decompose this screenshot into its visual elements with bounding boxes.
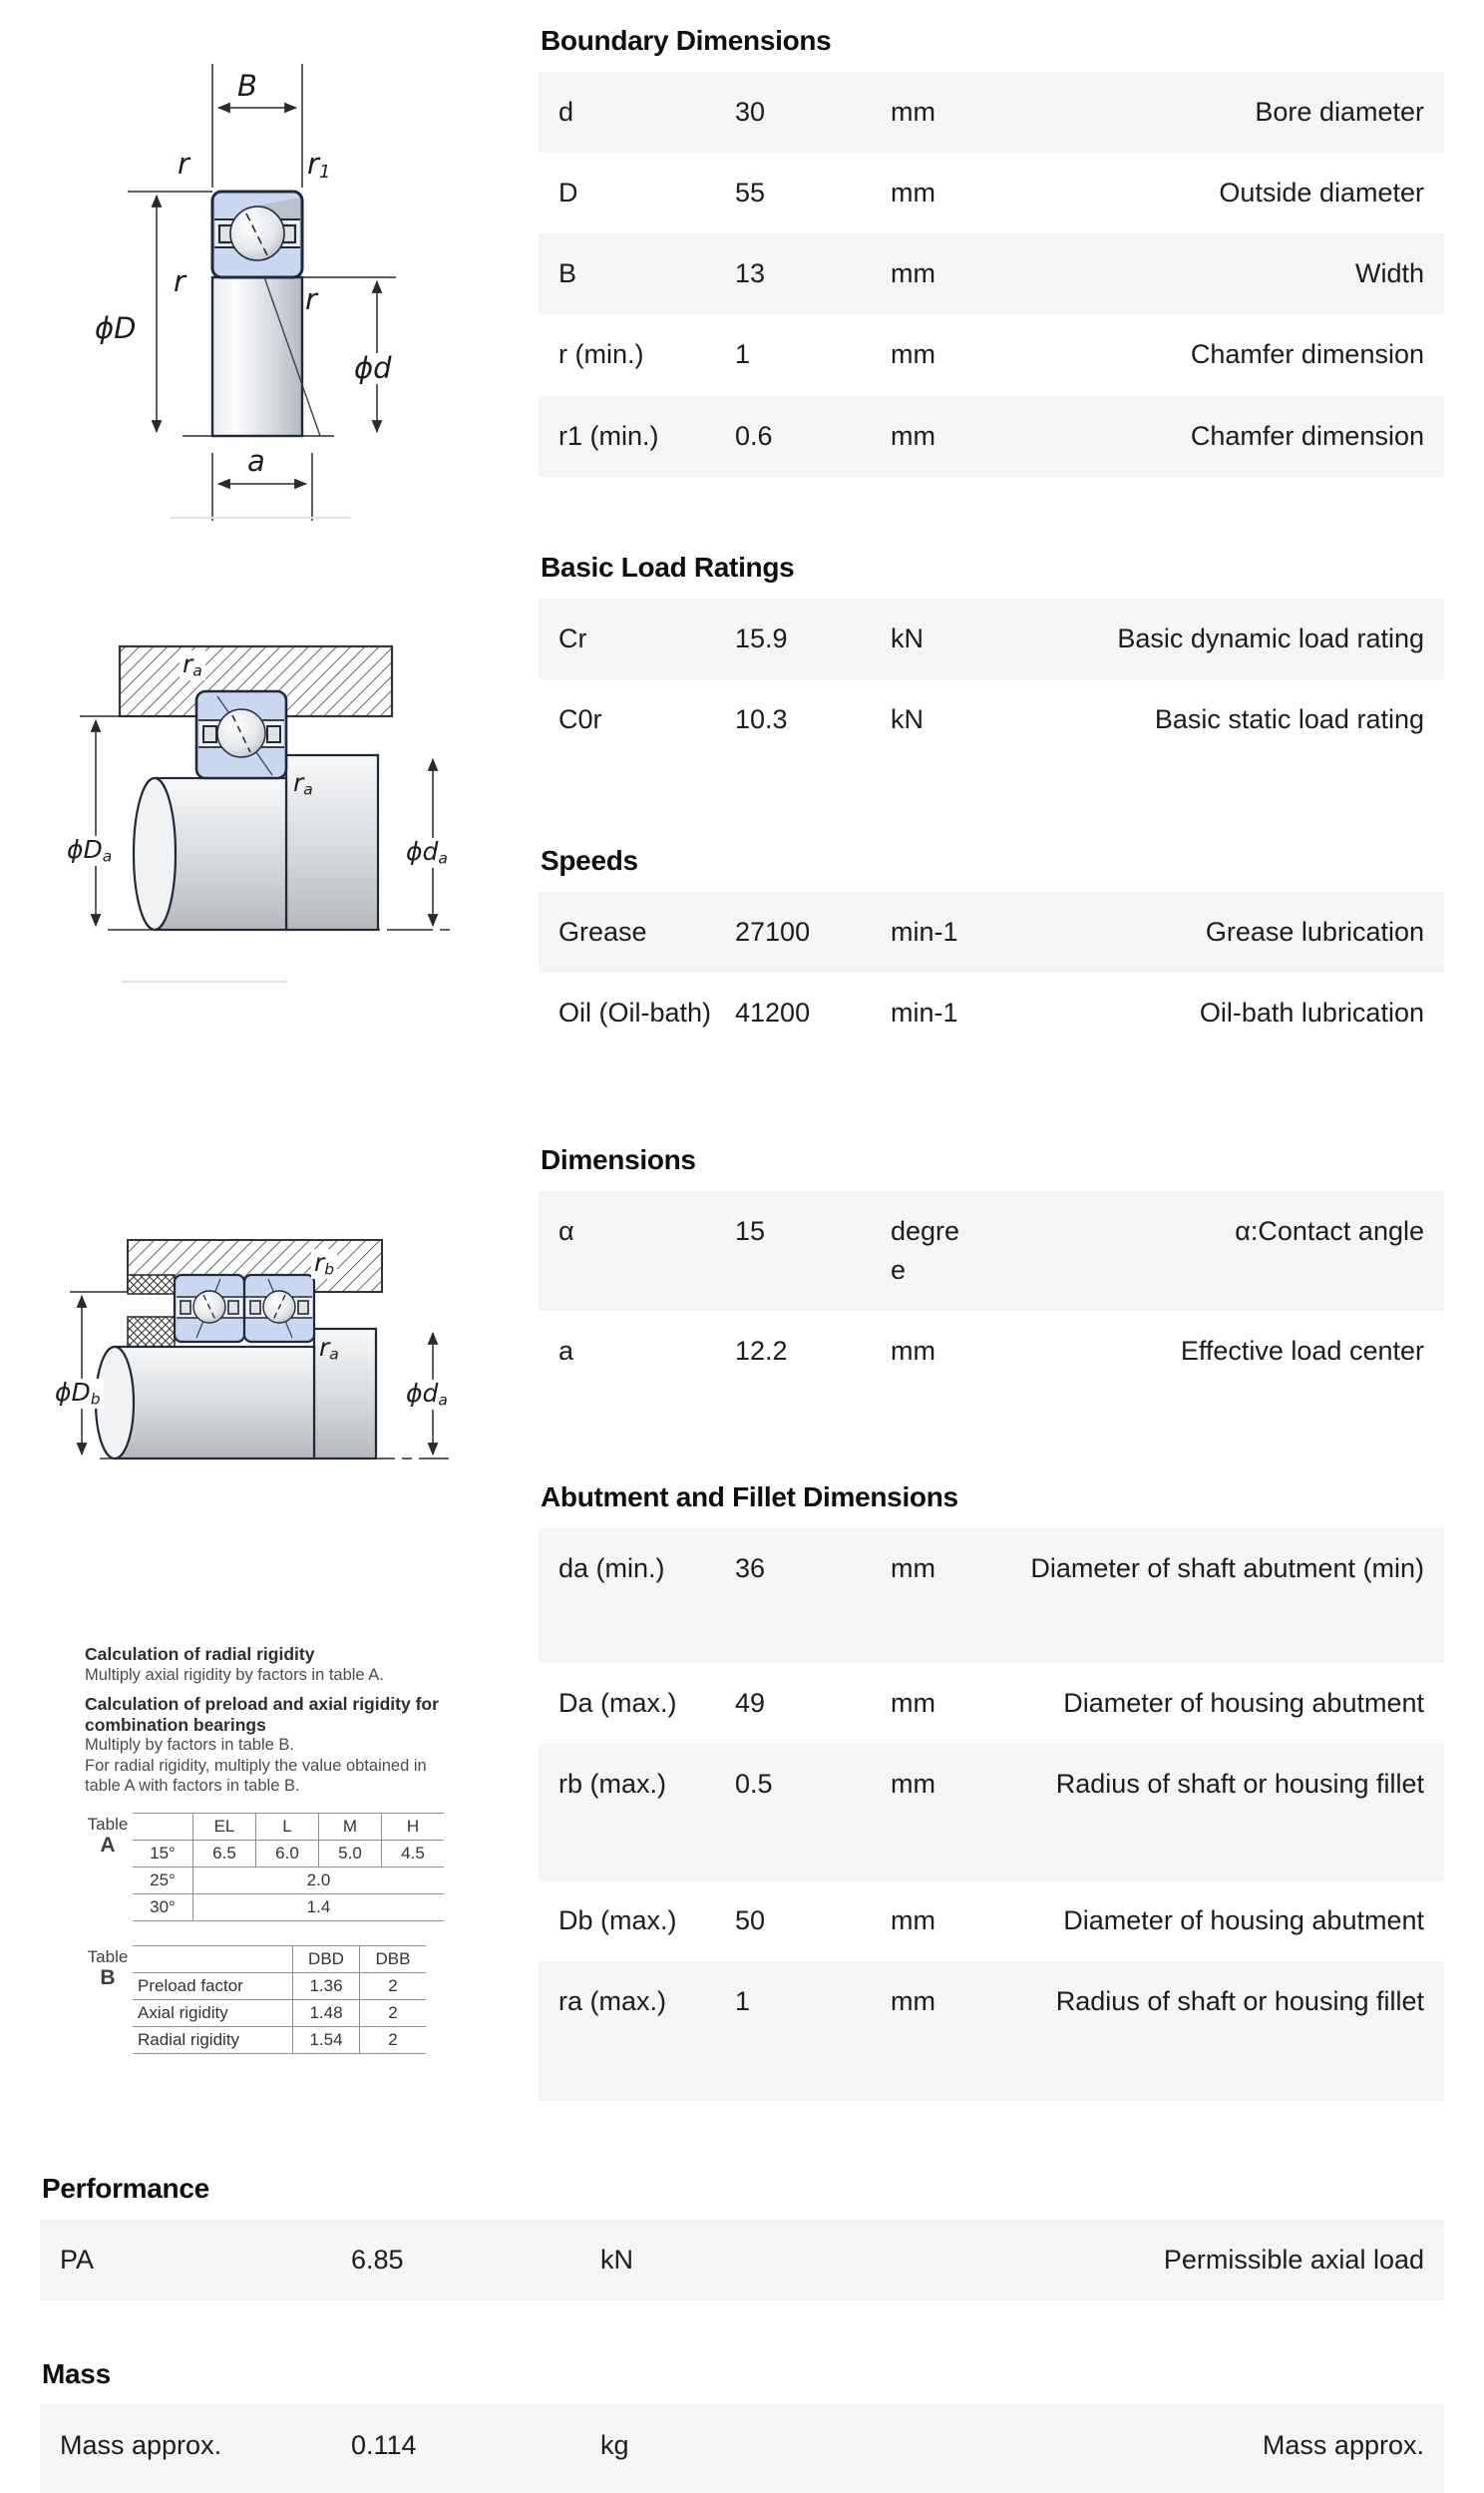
row-value: 1 xyxy=(735,339,751,370)
row-value: 41200 xyxy=(735,998,811,1029)
row-unit: mm xyxy=(891,1986,935,2017)
section-title: Basic Load Ratings xyxy=(541,552,795,583)
row-unit: mm xyxy=(891,1553,935,1583)
spec-row xyxy=(539,396,1444,477)
dim-label-B: B xyxy=(237,69,257,103)
calc-body-preload-1: Multiply by factors in table B. xyxy=(85,1736,295,1755)
spec-row xyxy=(539,599,1444,679)
dim-label-phi-da: $\phi d_a$ xyxy=(403,1380,451,1410)
row-unit: mm xyxy=(891,420,935,451)
dim-label-ra: $r_a$ xyxy=(319,1333,339,1364)
spec-row xyxy=(539,1744,1444,1880)
row-desc: Permissible axial load xyxy=(1163,2245,1424,2275)
row-desc: Outside diameter xyxy=(1219,178,1424,208)
section-boundary-dimensions xyxy=(539,24,1444,477)
dim-label-a: a xyxy=(247,444,265,478)
table-b-block xyxy=(85,1945,450,2054)
row-unit: mm xyxy=(891,1769,935,1800)
diagram-single-mounting xyxy=(60,599,469,998)
dim-label-phi-D: ϕD xyxy=(92,313,139,344)
row-desc: Effective load center xyxy=(1180,1336,1424,1367)
dim-label-phi-Da: $\phi D_a$ xyxy=(64,836,115,866)
spec-row xyxy=(539,314,1444,395)
row-desc: Grease lubrication xyxy=(1205,917,1424,947)
row-desc: α:Contact angle xyxy=(1235,1216,1424,1246)
table-a-block xyxy=(85,1813,450,1921)
row-label: Db (max.) xyxy=(558,1905,677,1936)
combination-mounting-drawing xyxy=(50,1217,469,1516)
row-label: Oil (Oil-bath) xyxy=(558,998,712,1029)
table-a-header-row: EL L M H xyxy=(133,1813,444,1840)
row-value: 15 xyxy=(735,1216,766,1246)
table-a xyxy=(133,1813,444,1921)
spec-row xyxy=(539,892,1444,973)
row-value: 36 xyxy=(735,1553,766,1583)
calc-title-preload: Calculation of preload and axial rigidity for combination bearings xyxy=(85,1694,439,1735)
table-a-row-30: 30° 1.4 xyxy=(133,1893,444,1920)
spec-row xyxy=(539,679,1444,760)
row-label: d xyxy=(558,97,574,127)
row-unit: mm xyxy=(891,97,935,127)
row-desc: Chamfer dimension xyxy=(1190,420,1424,451)
spec-row xyxy=(539,1663,1444,1744)
section-title: Speeds xyxy=(541,845,638,876)
row-desc: Basic dynamic load rating xyxy=(1117,623,1424,653)
row-value: 49 xyxy=(735,1688,766,1718)
dim-label-ra-mid: $r_a$ xyxy=(293,768,313,799)
row-label: PA xyxy=(60,2245,95,2275)
bearing xyxy=(196,691,286,778)
row-value: 0.114 xyxy=(351,2430,417,2460)
section-mass xyxy=(40,2357,1444,2493)
row-label: da (min.) xyxy=(558,1553,665,1583)
table-a-row-25: 25° 2.0 xyxy=(133,1867,444,1893)
spec-row xyxy=(539,72,1444,153)
row-value: 55 xyxy=(735,178,766,208)
dim-label-phi-da: $\phi d_a$ xyxy=(403,838,451,868)
row-label: C0r xyxy=(558,704,602,735)
section-title: Abutment and Fillet Dimensions xyxy=(541,1481,958,1512)
row-label: Da (max.) xyxy=(558,1688,677,1718)
row-value: 6.85 xyxy=(351,2245,404,2275)
spec-row xyxy=(539,233,1444,314)
row-label: rb (max.) xyxy=(558,1769,666,1800)
row-unit: kN xyxy=(891,704,924,735)
table-b-row: Radial rigidity 1.54 2 xyxy=(133,2026,426,2053)
row-desc: Mass approx. xyxy=(1262,2430,1424,2460)
calc-body-preload-2: For radial rigidity, multiply the value obtained in table A with factors in table B. xyxy=(85,1756,427,1796)
row-value: 15.9 xyxy=(735,623,788,653)
spec-row xyxy=(40,2220,1444,2300)
spacer-outer xyxy=(128,1275,175,1294)
table-b-header-row: DBD DBB xyxy=(133,1945,426,1972)
dim-label-phi-d: ϕd xyxy=(351,353,395,384)
row-value: 30 xyxy=(735,97,766,127)
spec-row xyxy=(539,1191,1444,1311)
row-unit: min-1 xyxy=(891,998,958,1029)
row-value: 0.5 xyxy=(735,1769,773,1800)
table-a-label: Table A xyxy=(87,1814,129,1858)
row-value: 12.2 xyxy=(735,1336,788,1367)
table-b-row: Axial rigidity 1.48 2 xyxy=(133,1999,426,2026)
row-label: r (min.) xyxy=(558,339,644,370)
diagram-combination-mounting xyxy=(50,1217,469,1516)
row-desc: Width xyxy=(1354,258,1424,289)
shaft xyxy=(134,755,378,930)
dim-label-ra-top: $r_a$ xyxy=(180,650,205,680)
bearing-pair xyxy=(175,1275,314,1342)
row-unit: kN xyxy=(891,623,924,653)
spec-row xyxy=(539,1311,1444,1392)
ball xyxy=(230,207,284,260)
row-unit: mm xyxy=(891,258,935,289)
section-title: Boundary Dimensions xyxy=(541,25,832,56)
spec-row xyxy=(539,973,1444,1080)
row-desc: Diameter of housing abutment xyxy=(1063,1905,1424,1936)
row-unit: mm xyxy=(891,1905,935,1936)
section-dimensions xyxy=(539,1143,1444,1392)
row-desc: Chamfer dimension xyxy=(1190,339,1424,370)
section-title: Mass xyxy=(42,2358,111,2389)
row-value: 13 xyxy=(735,258,766,289)
row-label: B xyxy=(558,258,577,289)
dim-label-rb: $r_b$ xyxy=(311,1249,337,1279)
spacer-inner xyxy=(128,1317,175,1347)
table-a-row-15: 15° 6.5 6.0 5.0 4.5 xyxy=(133,1840,444,1867)
diagram-bearing-cross-section xyxy=(70,30,429,529)
table-b xyxy=(133,1945,426,2054)
spec-row xyxy=(539,1528,1444,1663)
section-speeds xyxy=(539,844,1444,1080)
row-unit: mm xyxy=(891,339,935,370)
calc-body-radial: Multiply axial rigidity by factors in table A. xyxy=(85,1665,384,1684)
row-value: 50 xyxy=(735,1905,766,1936)
row-label: Grease xyxy=(558,917,647,947)
row-unit: kg xyxy=(600,2430,629,2460)
shaft-body xyxy=(212,277,302,436)
row-desc: Oil-bath lubrication xyxy=(1199,998,1424,1029)
row-label: Cr xyxy=(558,623,587,653)
row-desc: Radius of shaft or housing fillet xyxy=(1055,1769,1424,1800)
row-desc: Basic static load rating xyxy=(1154,704,1424,735)
row-desc: Radius of shaft or housing fillet xyxy=(1055,1986,1424,2017)
spec-row xyxy=(539,1961,1444,2101)
row-value: 10.3 xyxy=(735,704,788,735)
row-desc: Diameter of housing abutment xyxy=(1063,1688,1424,1718)
row-desc: Diameter of shaft abutment (min) xyxy=(1030,1553,1424,1583)
row-value: 0.6 xyxy=(735,420,773,451)
spec-row xyxy=(539,1880,1444,1961)
dim-label-r-mid-left: r xyxy=(174,264,186,298)
spec-row xyxy=(40,2405,1444,2493)
row-label: a xyxy=(558,1336,574,1367)
dim-label-phi-Db: $\phi D_b$ xyxy=(52,1379,104,1409)
row-unit: mm xyxy=(891,1688,935,1718)
calc-title-radial: Calculation of radial rigidity xyxy=(85,1644,315,1664)
section-title: Dimensions xyxy=(541,1144,696,1175)
row-value: 27100 xyxy=(735,917,811,947)
rigidity-calculation-notes xyxy=(85,1644,450,2054)
row-label: Mass approx. xyxy=(60,2430,222,2460)
spec-row xyxy=(539,153,1444,233)
row-label: r1 (min.) xyxy=(558,420,659,451)
row-label: D xyxy=(558,178,578,208)
row-unit: degree xyxy=(891,1216,960,1286)
row-unit: mm xyxy=(891,178,935,208)
row-value: 1 xyxy=(735,1986,751,2017)
row-unit: kN xyxy=(600,2245,633,2275)
table-b-label: Table B xyxy=(87,1946,129,1990)
single-mounting-drawing xyxy=(60,599,469,998)
table-b-row: Preload factor 1.36 2 xyxy=(133,1972,426,1999)
row-unit: min-1 xyxy=(891,917,958,947)
section-abutment-fillet xyxy=(539,1480,1444,2101)
bearing-rings xyxy=(212,192,302,277)
dim-label-r1: $r_1$ xyxy=(307,147,331,183)
row-unit: mm xyxy=(891,1336,935,1367)
section-title: Performance xyxy=(42,2173,209,2204)
row-label: α xyxy=(558,1216,574,1246)
section-basic-load-ratings xyxy=(539,551,1444,760)
row-desc: Bore diameter xyxy=(1255,97,1424,127)
section-performance xyxy=(40,2172,1444,2300)
dim-label-r-top-left: r xyxy=(178,147,189,181)
dim-label-r-mid-right: r xyxy=(305,282,317,316)
row-label: ra (max.) xyxy=(558,1986,666,2017)
